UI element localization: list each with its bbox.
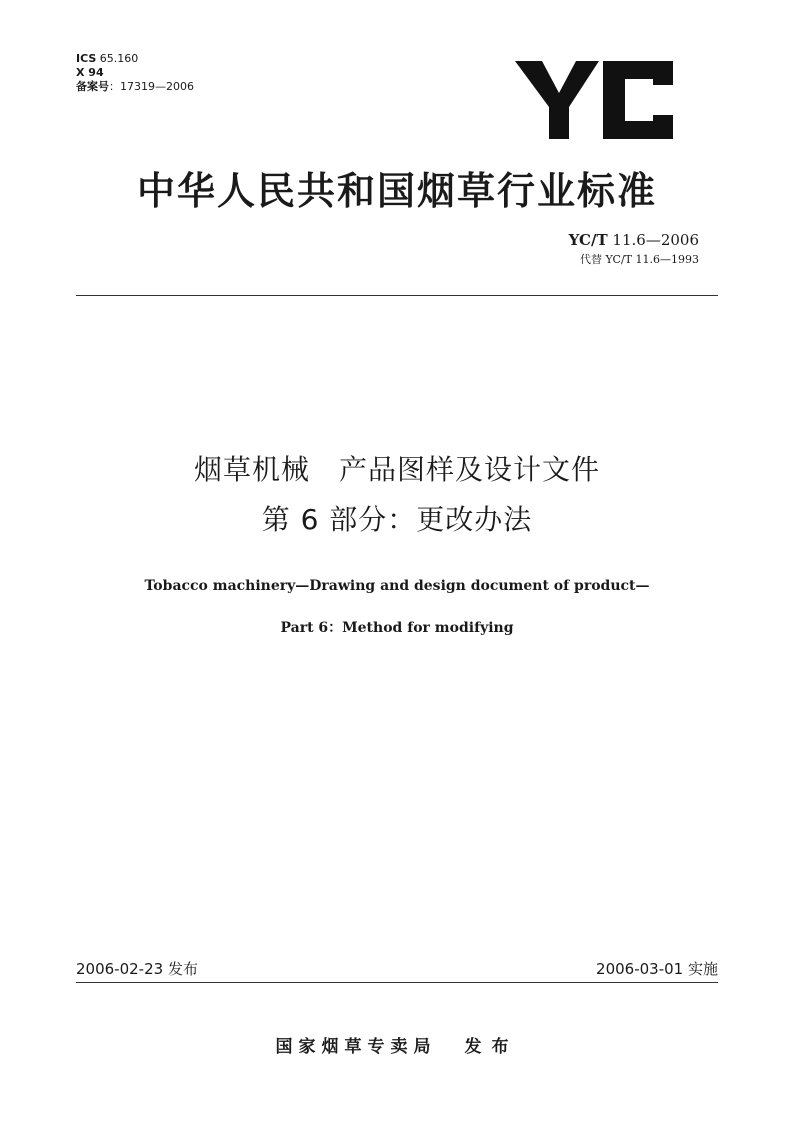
document-title-cn-line2: 第 6 部分：更改办法 — [261, 503, 533, 536]
issuer-line — [60, 1032, 734, 1057]
issuing-organization: 国家烟草专卖局 — [275, 1037, 437, 1057]
replaces-standard: 代替 YC/T 11.6—1993 — [579, 253, 699, 266]
document-title-en-line1: Tobacco machinery—Drawing and design document of product— — [144, 578, 650, 594]
standard-number — [569, 231, 699, 249]
standard-number-value: 11.6—2006 — [612, 231, 699, 249]
document-title-en-line2: Part 6：Method for modifying — [280, 620, 514, 636]
implementation-date: 2006-03-01 实施 — [596, 960, 718, 978]
ics-code — [76, 52, 138, 66]
issue-date: 2006-02-23 发布 — [76, 960, 198, 978]
issue-action: 发布 — [464, 1037, 519, 1057]
document-title-cn-line1: 烟草机械 产品图样及设计文件 — [193, 453, 600, 486]
class-code — [76, 66, 104, 80]
bottom-divider — [76, 982, 718, 983]
class-code-value: X 94 — [76, 66, 104, 79]
filing-value: 17319—2006 — [120, 80, 194, 93]
ics-value: 65.160 — [99, 52, 139, 65]
ics-label: ICS — [76, 52, 97, 65]
industry-standard-title: 中华人民共和国烟草行业标准 — [136, 169, 657, 213]
top-divider — [76, 295, 718, 296]
standard-number-label: YC/T — [568, 231, 608, 249]
filing-label: 备案号 — [76, 80, 109, 93]
filing-number: 备案号：17319—2006 — [76, 80, 194, 93]
yc-logo — [515, 55, 675, 141]
